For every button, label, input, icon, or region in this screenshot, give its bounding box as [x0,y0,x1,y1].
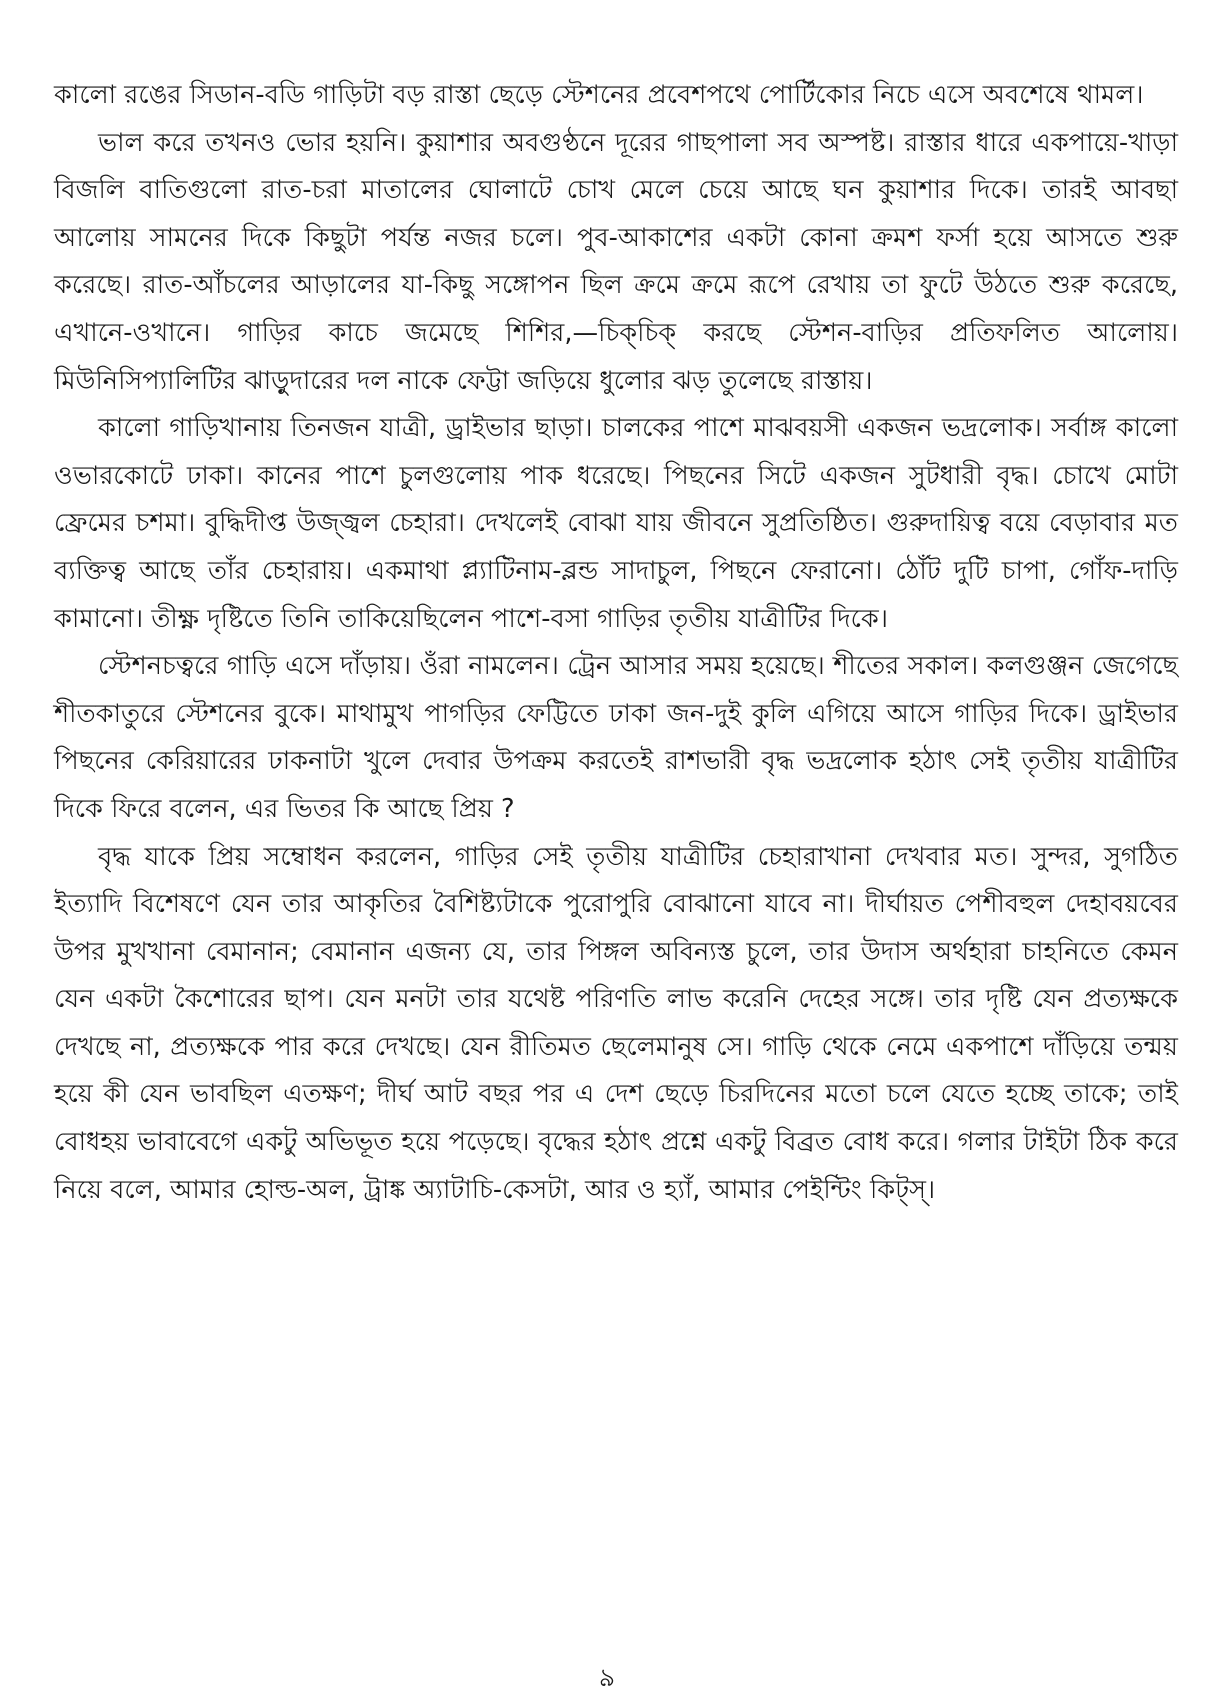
paragraph-3: কালো গাড়িখানায় তিনজন যাত্রী, ড্রাইভার ছাড়া। চালকের পাশে মাঝবয়সী একজন ভদ্রলোক। সর্বাঙ্গ কালো ওভারকোটে ঢাকা। কানের পাশে চুলগুলোয় পাক ধরেছে। পিছনের সিটে একজন সুটধারী বৃদ্ধ। চোখে মোটা ফ্রেমের চশমা। বুদ্ধিদীপ্ত উজ্জ্বল চেহারা। দেখলেই বোঝা যায় জীবনে সুপ্রতিষ্ঠিত। গুরুদায়িত্ব বয়ে বেড়াবার মত ব্যক্তিত্ব আছে তাঁর চেহারায়। একমাথা প্ল্যাটিনাম-ব্লন্ড সাদাচুল, পিছনে ফেরানো। ঠোঁট দুটি চাপা, গোঁফ-দাড়ি কামানো। তীক্ষ্ণ দৃষ্টিতে তিনি তাকিয়েছিলেন পাশে-বসা গাড়ির তৃতীয় যাত্রীটির দিকে। [54,413,1178,634]
paragraph-1: কালো রঙের সিডান-বডি গাড়িটা বড় রাস্তা ছেড়ে স্টেশনের প্রবেশপথে পোর্টিকোর নিচে এসে অবশেষে থামল। [54,80,1144,110]
paragraph-5: বৃদ্ধ যাকে প্রিয় সম্বোধন করলেন, গাড়ির সেই তৃতীয় যাত্রীটির চেহারাখানা দেখবার মত। সুন্দর, সুগঠিত ইত্যাদি বিশেষণে যেন তার আকৃতির বৈশিষ্ট্যটাকে পুরোপুরি বোঝানো যাবে না। দীর্ঘায়ত পেশীবহুল দেহাবয়বের উপর মুখখানা বেমানান; বেমানান এজন্য যে, তার পিঙ্গল অবিন্যস্ত চুলে, তার উদাস অর্থহারা চাহনিতে কেমন যেন একটা কৈশোরের ছাপ। যেন মনটা তার যথেষ্ট পরিণতি লাভ করেনি দেহের সঙ্গে। তার দৃষ্টি যেন প্রত্যক্ষকে দেখছে না, প্রত্যক্ষকে পার করে দেখছে। যেন রীতিমত ছেলেমানুষ সে। গাড়ি থেকে নেমে একপাশে দাঁড়িয়ে তন্ময় হয়ে কী যেন ভাবছিল এতক্ষণ; দীর্ঘ আট বছর পর এ দেশ ছেড়ে চিরদিনের মতো চলে যেতে হচ্ছে তাকে; তাই বোধহয় ভাবাবেগে একটু অভিভূত হয়ে পড়েছে। বৃদ্ধের হঠাৎ প্রশ্নে একটু বিব্রত বোধ করে। গলার টাইটা ঠিক করে নিয়ে বলে, আমার হোল্ড-অল, ট্রাঙ্ক অ্যাটাচি-কেসটা, আর ও হ্যাঁ, আমার পেইন্টিং কিট্‌স্। [54,841,1178,1205]
paragraph-2: ভাল করে তখনও ভোর হয়নি। কুয়াশার অবগুণ্ঠনে দূরের গাছপালা সব অস্পষ্ট। রাস্তার ধারে একপায়ে-খাড়া বিজলি বাতিগুলো রাত-চরা মাতালের ঘোলাটে চোখ মেলে চেয়ে আছে ঘন কুয়াশার দিকে। তারই আবছা আলোয় সামনের দিকে কিছুটা পর্যন্ত নজর চলে। পুব-আকাশের একটা কোনা ক্রমশ ফর্সা হয়ে আসতে শুরু করেছে। রাত-আঁচলের আড়ালের যা-কিছু সঙ্গোপন ছিল ক্রমে ক্রমে রূপে রেখায় তা ফুটে উঠতে শুরু করেছে, এখানে-ওখানে। গাড়ির কাচে জমেছে শিশির,—চিক্‌চিক্ করছে স্টেশন-বাড়ির প্রতিফলিত আলোয়। মিউনিসিপ্যালিটির ঝাড়ুদারের দল নাকে ফেট্টা জড়িয়ে ধুলোর ঝড় তুলেছে রাস্তায়। [54,127,1178,396]
paragraph-4: স্টেশনচত্বরে গাড়ি এসে দাঁড়ায়। ওঁরা নামলেন। ট্রেন আসার সময় হয়েছে। শীতের সকাল। কলগুঞ্জন জেগেছে শীতকাতুরে স্টেশনের বুকে। মাথামুখ পাগড়ির ফেট্টিতে ঢাকা জন-দুই কুলি এগিয়ে আসে গাড়ির দিকে। ড্রাইভার পিছনের কেরিয়ারের ঢাকনাটা খুলে দেবার উপক্রম করতেই রাশভারী বৃদ্ধ ভদ্রলোক হঠাৎ সেই তৃতীয় যাত্রীটির দিকে ফিরে বলেন, এর ভিতর কি আছে প্রিয় ? [54,651,1178,824]
page-number: ৯ [598,1663,616,1692]
body-text [54,72,1178,1214]
